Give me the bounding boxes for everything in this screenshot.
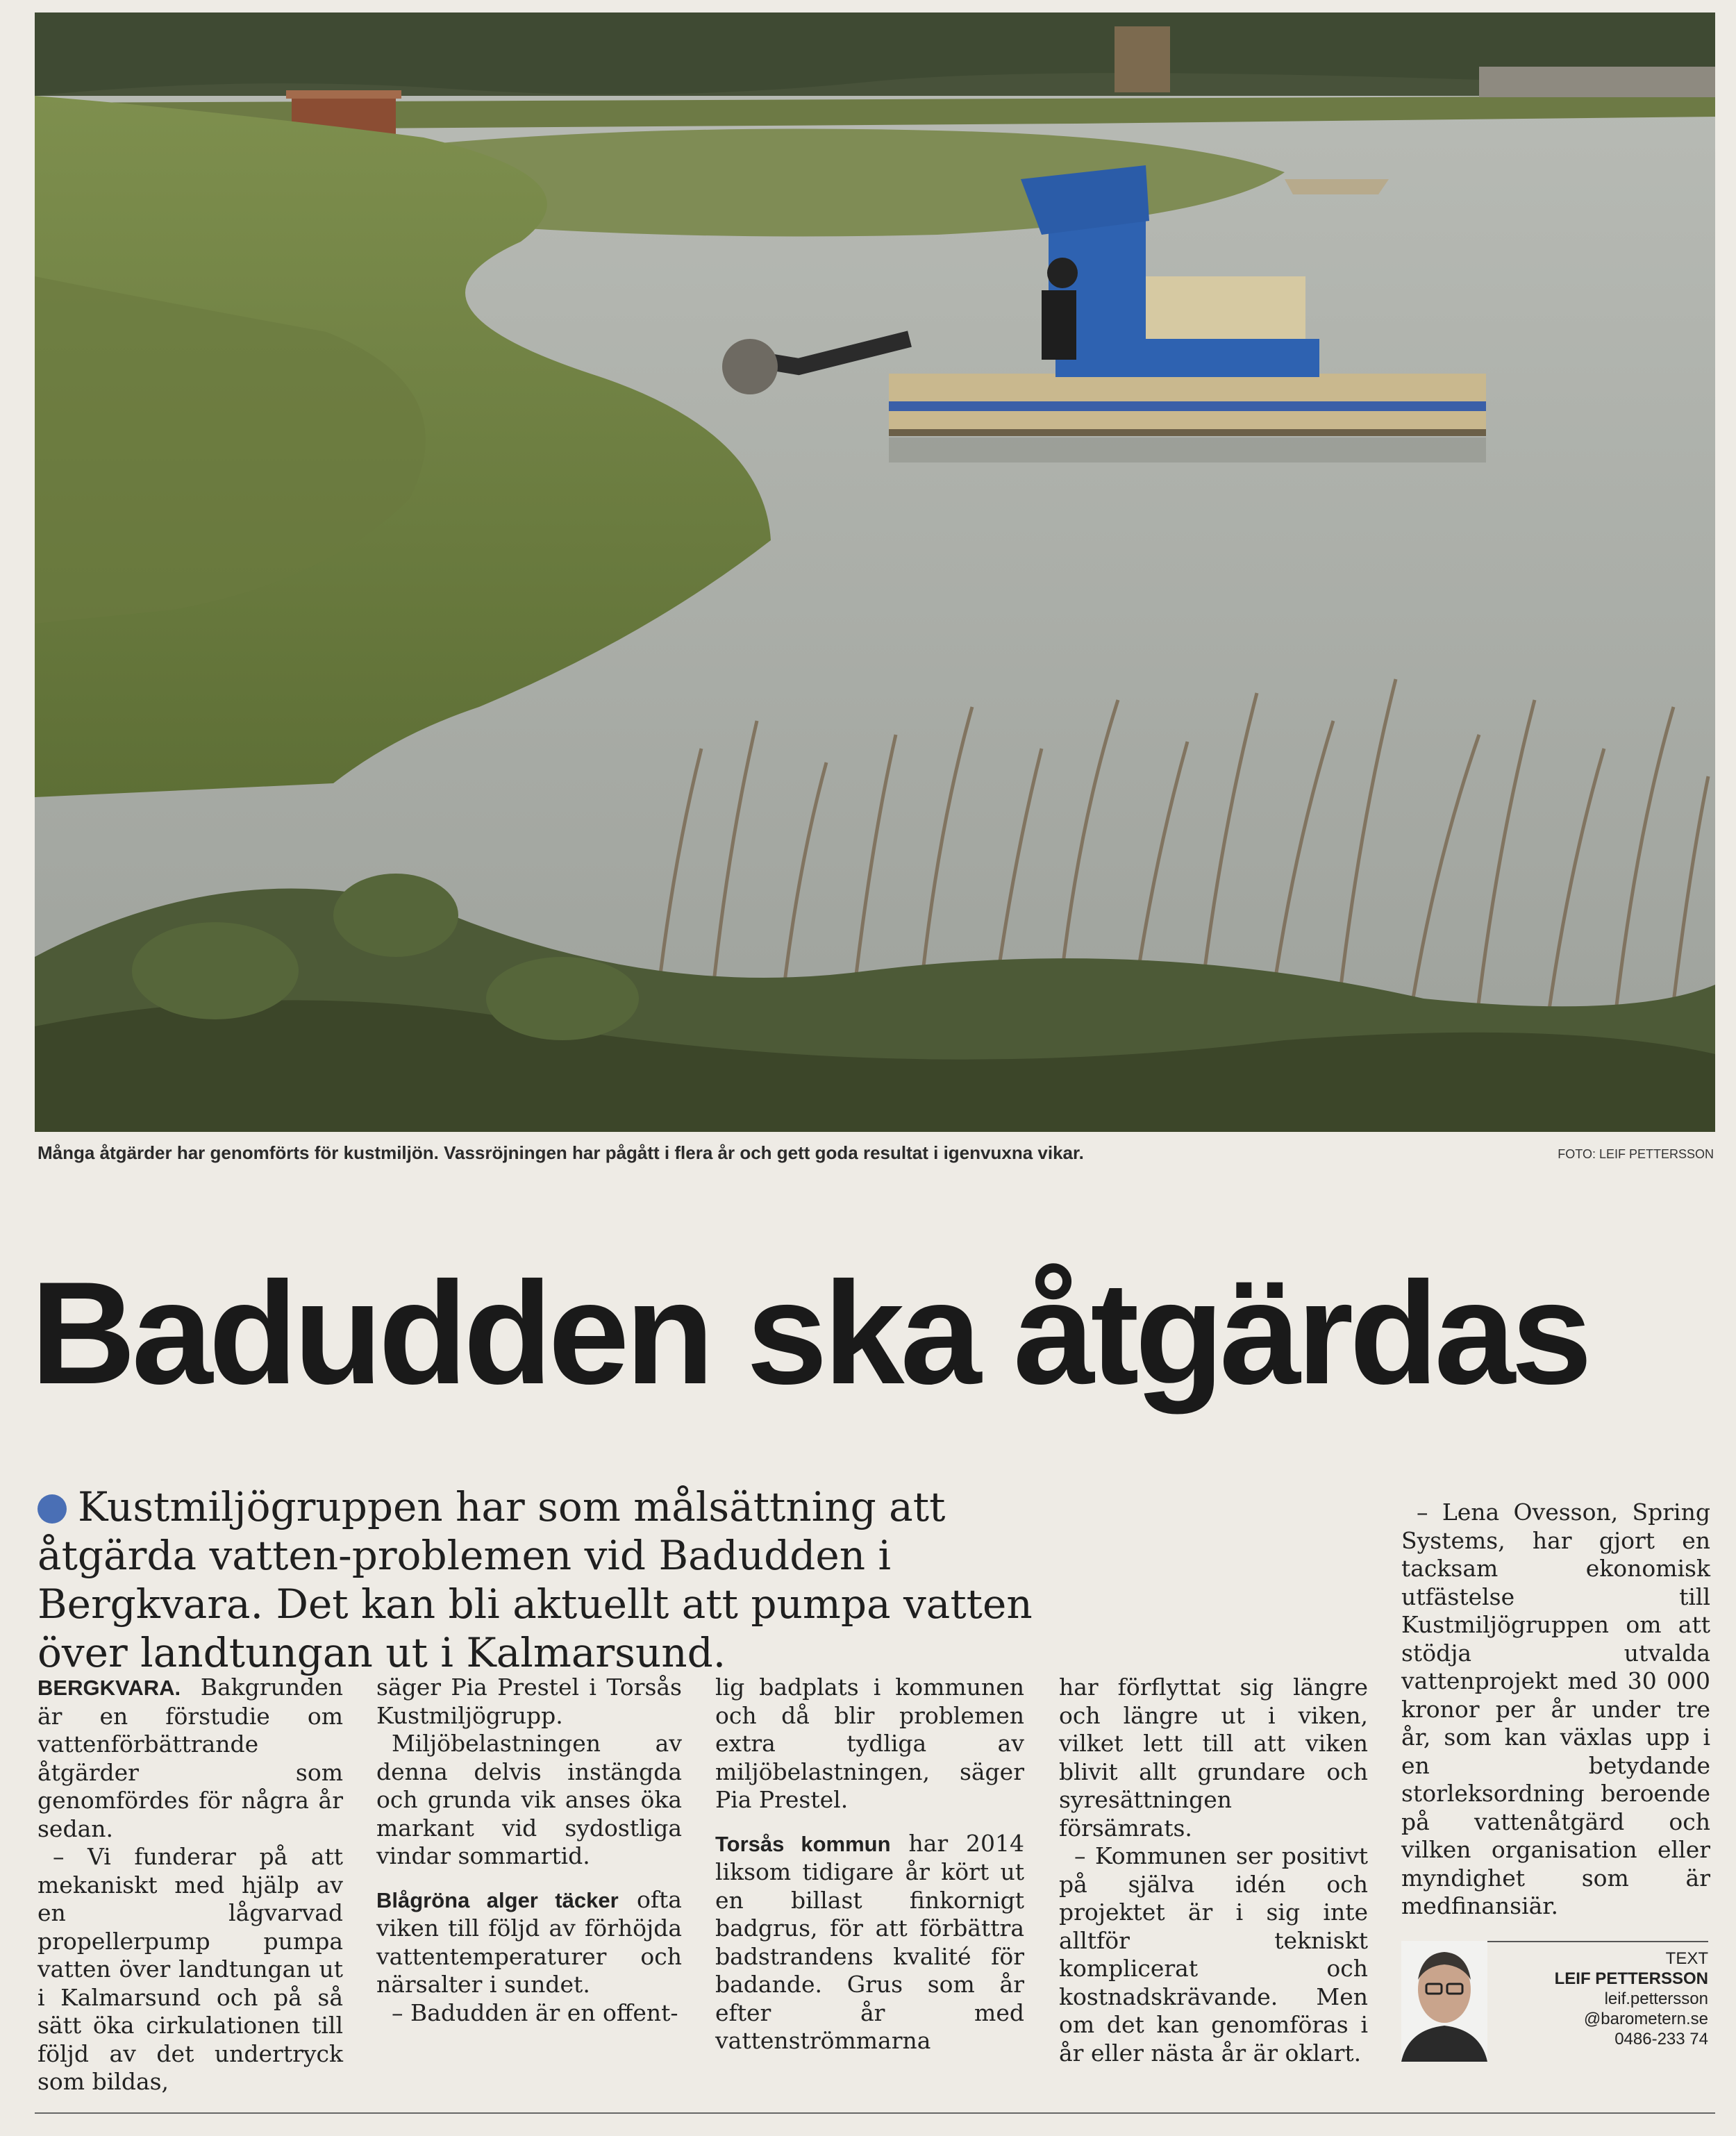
- ingress-text: Kustmiljögruppen har som målsättning att åtgärda vatten-problemen vid Badudden i Bergkvara. Det kan bli aktuellt att pumpa vatten över landtungan ut i Kalmarsund.: [37, 1483, 1033, 1676]
- author-email-local: leif.pettersson: [1604, 1989, 1708, 2008]
- author-portrait: [1401, 1941, 1487, 2062]
- col2-p3: ofta viken till följd av förhöjda vattentemperaturer och närsalter i sundet.: [376, 1885, 682, 1998]
- col2-p2: Miljöbelastningen av denna delvis instängda och grunda vik anses öka markant vid sydostliga vindar sommartid.: [376, 1730, 682, 1869]
- col4-p2: – Kommunen ser positivt på själva idén och projektet är i sig inte alltför tekniskt komplicerat och kostnadskrävande. Men om det kan genomföras i år eller nästa år är oklart.: [1059, 1842, 1368, 2067]
- col3-lead: Torsås kommun: [715, 1831, 891, 1856]
- byline: [1500, 1949, 1708, 2049]
- column-3: [715, 1674, 1024, 2055]
- article-photo: [35, 12, 1715, 1132]
- column-2: [376, 1674, 682, 2027]
- author-phone: 0486-233 74: [1614, 2030, 1708, 2049]
- lake-scene-illustration: [35, 12, 1715, 1132]
- col1-p2: – Vi funderar på att mekaniskt med hjälp av en lågvarvad propellerpump pumpa vatten över landtungan ut i Kalmarsund och på så sätt öka cirkulationen till följd av det undertryck som bildas,: [37, 1843, 343, 2095]
- col2-lead: Blågröna alger täcker: [376, 1887, 619, 1912]
- col3-p1: lig badplats i kommunen och då blir problemen extra tydliga av miljöbelastningen, säger Pia Prestel.: [715, 1674, 1024, 1813]
- col5-p1: – Lena Ovesson, Spring Systems, har gjort en tacksam ekonomisk utfästelse till Kustmiljögruppen om att stödja utvalda vattenprojekt med 30 000 kronor per år under tre år, som kan växlas upp i en betydande storleksordning beroende på vattenåtgärd och vilken organisation eller myndighet som är medfinansiär.: [1401, 1499, 1710, 1919]
- headline: Badudden ska åtgärdas: [31, 1251, 1589, 1415]
- column-1: [37, 1674, 343, 2096]
- col2-p4: – Badudden är en offent-: [392, 1999, 678, 2026]
- ingress: [37, 1483, 1037, 1677]
- col3-p2: har 2014 liksom tidigare år kört ut en billast finkornigt badgrus, för att förbättra badstrandens kvalité för badande. Grus som år efter år med vattenströmmarna: [715, 1829, 1024, 2054]
- col4-p1: har förflyttat sig längre och längre ut i viken, vilket lett till att viken blivit allt grundare och syresättningen försämrats.: [1059, 1674, 1368, 1842]
- bottom-divider: [35, 2112, 1715, 2114]
- column-4: [1059, 1674, 1368, 2067]
- column-5: [1401, 1499, 1710, 1921]
- bullet-icon: [37, 1494, 67, 1524]
- author-name: LEIF PETTERSSON: [1554, 1969, 1708, 1988]
- col2-p1: säger Pia Prestel i Torsås Kustmiljögrupp.: [376, 1674, 682, 1729]
- dateline: BERGKVARA.: [37, 1676, 181, 1700]
- author-email-domain: @barometern.se: [1583, 2010, 1708, 2028]
- byline-divider: [1479, 1941, 1708, 1942]
- photo-caption: Många åtgärder har genomförts för kustmiljön. Vassröjningen har pågått i flera år och gett goda resultat i igenvuxna vikar.: [37, 1142, 1084, 1163]
- byline-label: TEXT: [1665, 1949, 1708, 1968]
- photo-credit: FOTO: LEIF PETTERSSON: [1558, 1147, 1714, 1161]
- col1-p1: Bakgrunden är en förstudie om vattenförbättrande åtgärder som genomfördes för några år sedan.: [37, 1674, 343, 1842]
